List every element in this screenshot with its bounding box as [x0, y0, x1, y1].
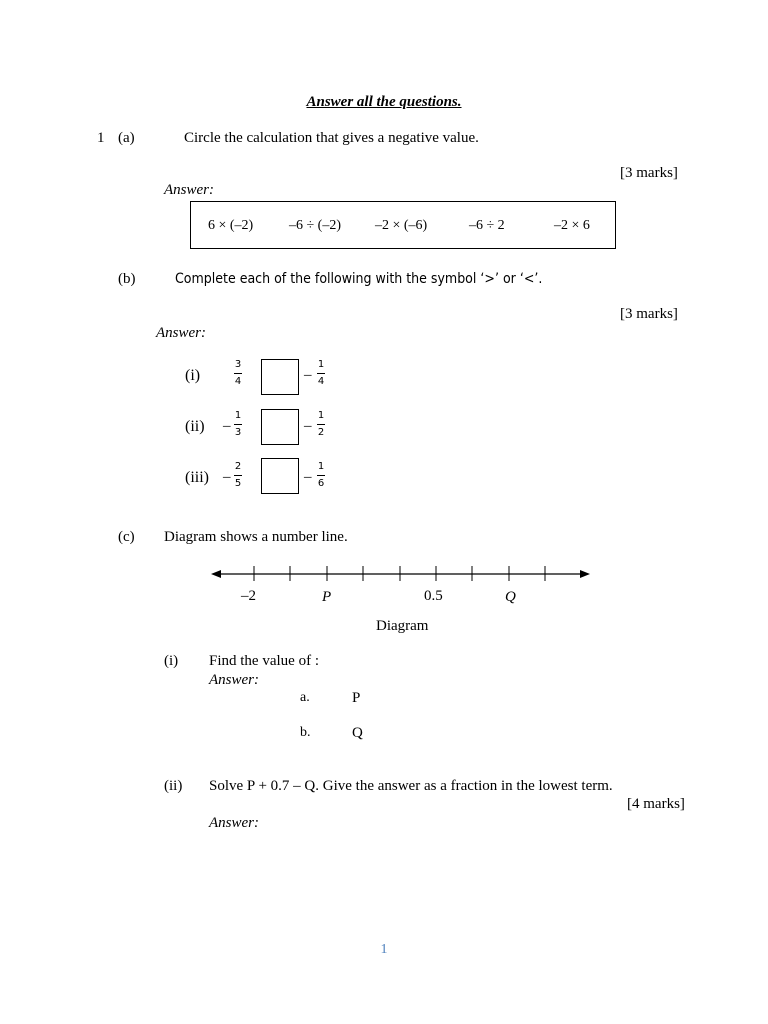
b-item-3-left-numerator: 2	[234, 461, 242, 472]
instruction-heading: Answer all the questions.	[306, 94, 462, 110]
number-line-label-p: P	[322, 589, 332, 605]
b-item-3-left-denominator: 5	[234, 478, 242, 489]
b-item-2-right-denominator: 2	[317, 427, 325, 438]
b-item-2-right-sign: –	[304, 418, 312, 434]
b-item-3-right-numerator: 1	[317, 461, 325, 472]
b-item-1-right-sign: –	[304, 367, 312, 383]
b-item-2-right-numerator: 1	[317, 410, 325, 421]
part-a-answer-label: Answer:	[164, 182, 214, 198]
b-item-2-left-denominator: 3	[234, 427, 242, 438]
number-line	[0, 560, 768, 620]
b-item-3-left-fraction	[234, 462, 242, 489]
choice-5[interactable]: –2 × 6	[554, 218, 590, 233]
b-item-3-label: (iii)	[185, 469, 209, 486]
number-line-label-half: 0.5	[424, 588, 443, 604]
part-b-marks: [3 marks]	[620, 306, 678, 322]
c-ii-marks: [4 marks]	[627, 796, 685, 812]
c-i-answer-label: Answer:	[209, 672, 259, 688]
b-item-2-answer-box[interactable]	[261, 409, 299, 445]
c-i-part-b-value: Q	[352, 725, 363, 741]
b-item-1-right-fraction	[317, 360, 325, 387]
b-item-3-right-denominator: 6	[317, 478, 325, 489]
c-ii-label: (ii)	[164, 778, 183, 794]
part-b-question: Complete each of the following with the symbol ‘>’ or ‘<’.	[175, 271, 543, 287]
right-arrow-head	[580, 570, 590, 578]
b-item-3-right-sign: –	[304, 469, 312, 485]
choice-4[interactable]: –6 ÷ 2	[469, 218, 505, 233]
left-arrow-head	[211, 570, 221, 578]
question-number: 1	[97, 130, 105, 146]
part-b-label: (b)	[118, 271, 136, 287]
b-item-3-answer-box[interactable]	[261, 458, 299, 494]
c-i-part-a-label: a.	[300, 690, 310, 705]
c-i-label: (i)	[164, 653, 179, 669]
b-item-2-left-numerator: 1	[234, 410, 242, 421]
number-line-label-q: Q	[505, 589, 516, 605]
b-item-1-right-numerator: 1	[317, 359, 325, 370]
part-a-label: (a)	[118, 130, 135, 146]
c-ii-answer-label: Answer:	[209, 815, 259, 831]
b-item-3-left-sign: –	[223, 469, 231, 485]
b-item-1-answer-box[interactable]	[261, 359, 299, 395]
b-item-2-label: (ii)	[185, 418, 205, 435]
choice-2[interactable]: –6 ÷ (–2)	[289, 218, 342, 233]
b-item-3-right-fraction	[317, 462, 325, 489]
c-i-question: Find the value of :	[209, 653, 319, 669]
b-item-1-left-fraction	[234, 360, 242, 387]
choice-1[interactable]: 6 × (–2)	[208, 218, 254, 233]
part-c-question: Diagram shows a number line.	[164, 529, 348, 545]
part-b-answer-label: Answer:	[156, 325, 206, 341]
b-item-1-left-denominator: 4	[234, 376, 242, 387]
choice-3[interactable]: –2 × (–6)	[375, 218, 428, 233]
b-item-2-left-fraction	[234, 411, 242, 438]
b-item-2-left-sign: –	[223, 418, 231, 434]
b-item-2-right-fraction	[317, 411, 325, 438]
number-line-label-minus2: –2	[241, 588, 256, 604]
b-item-1-label: (i)	[185, 367, 201, 384]
c-i-part-b-label: b.	[300, 725, 311, 740]
page-number: 1	[380, 942, 388, 957]
c-i-part-a-value: P	[352, 690, 361, 706]
part-c-label: (c)	[118, 529, 135, 545]
c-ii-question: Solve P + 0.7 – Q. Give the answer as a fraction in the lowest term.	[209, 778, 613, 794]
choices-box	[190, 201, 616, 249]
diagram-caption: Diagram	[376, 618, 429, 634]
part-a-question: Circle the calculation that gives a negative value.	[184, 130, 479, 146]
part-a-marks: [3 marks]	[620, 165, 678, 181]
b-item-1-left-numerator: 3	[234, 359, 242, 370]
b-item-1-right-denominator: 4	[317, 376, 325, 387]
